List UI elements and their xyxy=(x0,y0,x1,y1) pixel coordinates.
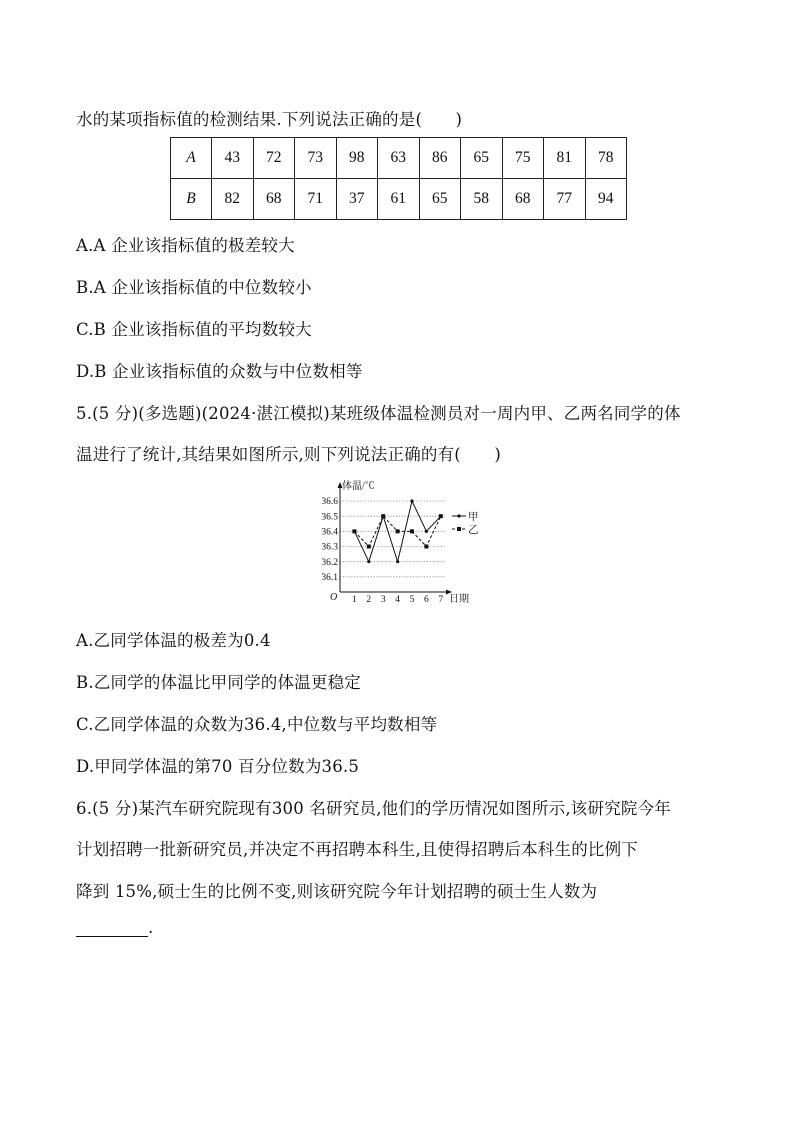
q4-option-b: B.A 企业该指标值的中位数较小 xyxy=(76,278,312,297)
answer-blank xyxy=(76,922,148,937)
table-cell: 58 xyxy=(461,179,503,220)
table-cell: 75 xyxy=(502,138,544,179)
table-cell: 37 xyxy=(336,179,378,220)
x-tick-label: 5 xyxy=(409,595,415,605)
y-axis-label: 体温/℃ xyxy=(342,481,375,492)
q5-option-b: B.乙同学的体温比甲同学的体温更稳定 xyxy=(76,673,361,692)
y-tick-label: 36.2 xyxy=(321,557,338,568)
y-tick-label: 36.1 xyxy=(321,573,338,584)
q6-stem-line1: 6.(5 分)某汽车研究院现有300 名研究员,他们的学历情况如图所示,该研究院今年 xyxy=(76,799,671,818)
data-point xyxy=(367,560,370,563)
x-tick-label: 7 xyxy=(438,595,444,605)
data-point xyxy=(367,545,371,549)
table-row xyxy=(171,179,627,220)
y-tick-label: 36.4 xyxy=(321,527,338,538)
q5-stem-line1: 5.(5 分)(多选题)(2024·湛江模拟)某班级体温检测员对一周内甲、乙两名同学的体 xyxy=(76,404,681,423)
q6-answer-line xyxy=(76,918,153,937)
data-point xyxy=(396,529,400,533)
data-point xyxy=(425,530,428,533)
x-tick-label: 4 xyxy=(395,595,400,605)
q4-data-table xyxy=(170,137,627,220)
table-cell: 81 xyxy=(544,138,586,179)
q4-stem: 水的某项指标值的检测结果.下列说法正确的是( ) xyxy=(76,110,463,129)
table-cell: 65 xyxy=(461,138,503,179)
legend-label: 甲 xyxy=(468,512,479,523)
q5-option-d: D.甲同学体温的第70 百分位数为36.5 xyxy=(76,757,360,776)
table-cell: 65 xyxy=(419,179,461,220)
table-cell: 71 xyxy=(295,179,337,220)
table-cell: 72 xyxy=(253,138,295,179)
table-cell: 98 xyxy=(336,138,378,179)
x-tick-label: 6 xyxy=(424,595,429,605)
q4-option-a: A.A 企业该指标值的极差较大 xyxy=(76,236,295,255)
chart-grid xyxy=(340,501,446,577)
y-tick-label: 36.5 xyxy=(321,512,338,523)
x-tick-label: 3 xyxy=(380,595,386,605)
table-cell: 43 xyxy=(212,138,254,179)
q5-stem-line2: 温进行了统计,其结果如图所示,则下列说法正确的有( ) xyxy=(76,445,501,464)
table-cell: 63 xyxy=(378,138,420,179)
data-point xyxy=(381,514,385,518)
table-cell: 86 xyxy=(419,138,461,179)
table-cell: 77 xyxy=(544,179,586,220)
table-cell: 68 xyxy=(253,179,295,220)
y-tick-label: 36.3 xyxy=(321,542,338,553)
table-cell: 73 xyxy=(295,138,337,179)
data-point xyxy=(396,560,399,563)
chart-legend xyxy=(452,511,479,536)
table-cell: 61 xyxy=(378,179,420,220)
table-row xyxy=(171,138,627,179)
table-cell: 78 xyxy=(585,138,627,179)
x-tick-label: 1 xyxy=(352,595,357,605)
table-row-label: A xyxy=(171,138,212,179)
legend-marker xyxy=(457,514,460,517)
origin-label: O xyxy=(330,592,338,603)
y-tick-label: 36.6 xyxy=(321,497,338,508)
q6-period: . xyxy=(148,918,154,937)
table-cell: 68 xyxy=(502,179,544,220)
table-cell: 82 xyxy=(212,179,254,220)
q4-option-d: D.B 企业该指标值的众数与中位数相等 xyxy=(76,362,363,381)
legend-marker xyxy=(457,527,461,531)
data-point xyxy=(352,529,356,533)
x-axis-label: 日期 xyxy=(449,594,469,605)
q5-option-c: C.乙同学体温的众数为36.4,中位数与平均数相等 xyxy=(76,715,438,734)
q6-stem-line3: 降到 15%,硕士生的比例不变,则该研究院今年计划招聘的硕士生人数为 xyxy=(76,882,598,901)
table-cell: 94 xyxy=(585,179,627,220)
q6-stem-line2: 计划招聘一批新研究员,并决定不再招聘本科生,且使得招聘后本科生的比例下 xyxy=(76,840,638,859)
q4-option-c: C.B 企业该指标值的平均数较大 xyxy=(76,320,312,339)
data-point xyxy=(439,514,443,518)
legend-label: 乙 xyxy=(468,525,479,536)
data-point xyxy=(424,545,428,549)
x-tick-label: 2 xyxy=(366,595,372,605)
q5-option-a: A.乙同学体温的极差为0.4 xyxy=(76,631,271,650)
chart-axes xyxy=(330,479,469,605)
temperature-line-chart xyxy=(310,478,480,610)
data-point xyxy=(410,499,413,502)
data-point xyxy=(410,529,414,533)
table-row-label: B xyxy=(171,179,212,220)
